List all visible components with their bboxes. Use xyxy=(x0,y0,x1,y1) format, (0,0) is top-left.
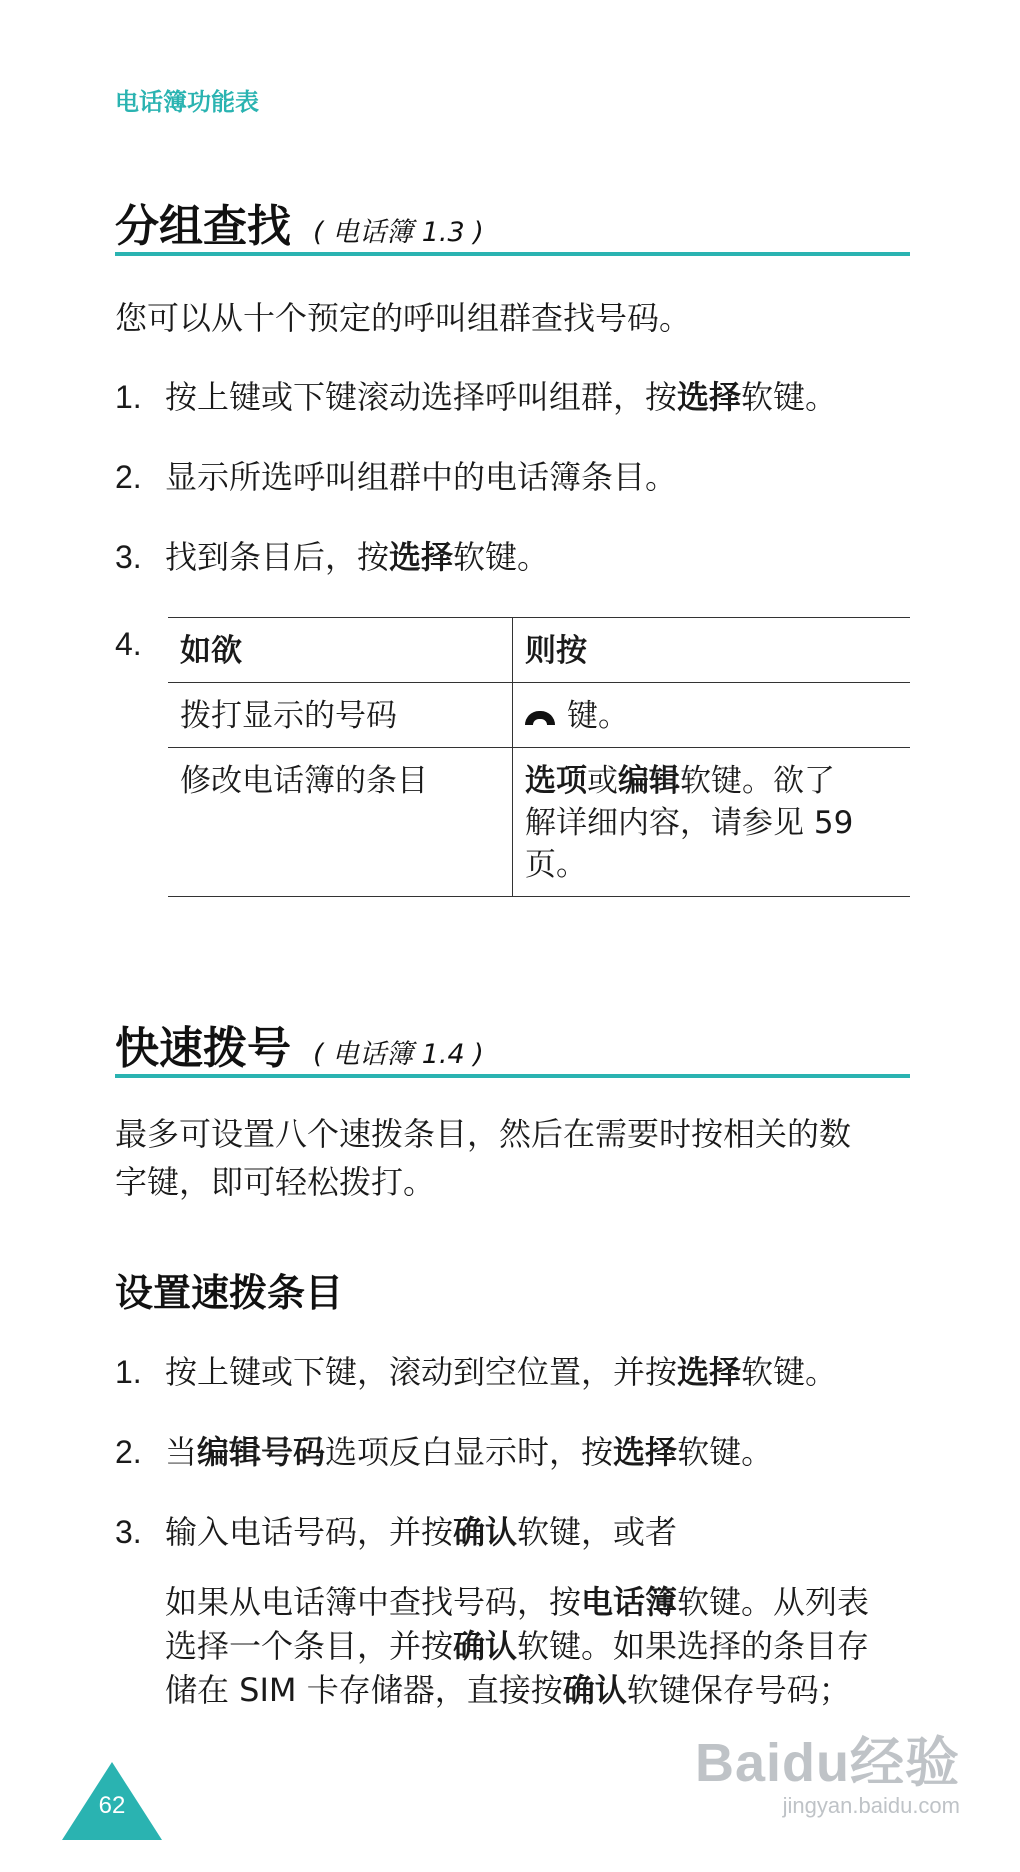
page-number: 62 xyxy=(98,1792,126,1819)
section-rule xyxy=(115,252,910,256)
step-number: 3. xyxy=(115,539,142,575)
step-text: 按上键或下键，滚动到空位置，并按 xyxy=(165,1353,678,1391)
table-header-cell: 则按 xyxy=(525,633,587,669)
step-number: 1. xyxy=(115,1354,142,1390)
section-title-text: 分组查找 xyxy=(115,201,291,252)
cont-text: 如果从电话簿中查找号码，按 xyxy=(165,1583,582,1621)
step-1 xyxy=(115,373,837,421)
intro-line: 最多可设置八个速拨条目，然后在需要时按相关的数 xyxy=(115,1115,852,1153)
step-3 xyxy=(115,1508,677,1556)
cell-bold: 选项 xyxy=(525,763,587,799)
step-text: 当 xyxy=(165,1433,198,1471)
cont-text: 软键保存号码； xyxy=(626,1671,851,1709)
table-row xyxy=(168,748,910,897)
subheading: 设置速拨条目 xyxy=(115,1271,344,1315)
step-text: 软键，或者 xyxy=(517,1513,678,1551)
step-number: 4. xyxy=(115,626,142,662)
running-header: 电话簿功能表 xyxy=(115,88,259,116)
step-text: 软键。 xyxy=(741,378,838,416)
watermark xyxy=(695,1720,960,1819)
step-number: 1. xyxy=(115,379,142,415)
step-2 xyxy=(115,453,677,501)
table-cell: 修改电话簿的条目 xyxy=(168,748,513,897)
cell-bold: 编辑 xyxy=(618,763,680,799)
cell-text: 解详细内容，请参见 59 xyxy=(525,805,854,841)
step-text: 输入电话号码，并按 xyxy=(165,1513,454,1551)
step-3-continuation xyxy=(165,1580,869,1712)
intro-line: 字键，即可轻松拨打。 xyxy=(115,1163,436,1201)
step-text: 软键。 xyxy=(741,1353,838,1391)
cont-text: 选择一个条目，并按 xyxy=(165,1627,454,1665)
section-subtitle: ( 电话簿 1.3 ) xyxy=(313,217,484,248)
cont-bold: 确认 xyxy=(453,1627,518,1665)
section-title-speed-dial xyxy=(115,1012,484,1076)
cont-text: 储在 SIM 卡存储器，直接按 xyxy=(165,1671,563,1709)
table-row xyxy=(168,683,910,748)
step-2 xyxy=(115,1428,773,1476)
step-1 xyxy=(115,1348,837,1396)
step-number: 3. xyxy=(115,1514,142,1550)
watermark-url: jingyan.baidu.com xyxy=(782,1793,960,1818)
step-number: 2. xyxy=(115,459,142,495)
step-bold: 选择 xyxy=(389,538,454,576)
cont-text: 软键。如果选择的条目存 xyxy=(517,1627,870,1665)
cont-line xyxy=(165,1624,869,1668)
step-text: 选项反白显示时，按 xyxy=(325,1433,614,1471)
section-subtitle: ( 电话簿 1.4 ) xyxy=(313,1039,484,1070)
table-cell: 拨打显示的号码 xyxy=(168,683,513,748)
section-title-text: 快速拨号 xyxy=(115,1023,291,1074)
cont-line xyxy=(165,1668,869,1712)
section-intro: 您可以从十个预定的呼叫组群查找号码。 xyxy=(115,299,692,337)
table-cell xyxy=(513,748,911,897)
step-bold: 编辑号码 xyxy=(197,1433,326,1471)
handset-icon xyxy=(525,711,555,725)
step-bold: 确认 xyxy=(453,1513,518,1551)
table-header-row xyxy=(168,618,910,683)
cell-text: 键。 xyxy=(567,698,629,734)
step-text: 显示所选呼叫组群中的电话簿条目。 xyxy=(165,458,678,496)
cell-text: 页。 xyxy=(525,847,587,883)
step-text: 按上键或下键滚动选择呼叫组群，按 xyxy=(165,378,678,416)
step-bold: 选择 xyxy=(677,378,742,416)
cont-line xyxy=(165,1580,869,1624)
step-text: 找到条目后，按 xyxy=(165,538,390,576)
cont-bold: 电话簿 xyxy=(581,1583,678,1621)
step-3 xyxy=(115,533,549,581)
step-bold: 选择 xyxy=(613,1433,678,1471)
action-table xyxy=(168,617,910,897)
cont-text: 软键。从列表 xyxy=(677,1583,870,1621)
table-cell xyxy=(513,683,911,748)
step-text: 软键。 xyxy=(453,538,550,576)
watermark-logo: Baidu经验 xyxy=(694,1733,960,1793)
step-bold: 选择 xyxy=(677,1353,742,1391)
step-text: 软键。 xyxy=(677,1433,774,1471)
cell-text: 软键。欲了 xyxy=(680,763,835,799)
table-header-cell: 如欲 xyxy=(168,618,513,683)
cont-bold: 确认 xyxy=(562,1671,627,1709)
section-rule xyxy=(115,1074,910,1078)
cell-text: 或 xyxy=(587,763,618,799)
step-4 xyxy=(115,620,165,668)
step-number: 2. xyxy=(115,1434,142,1470)
section-title-group-search xyxy=(115,190,484,254)
section-intro xyxy=(115,1110,915,1206)
